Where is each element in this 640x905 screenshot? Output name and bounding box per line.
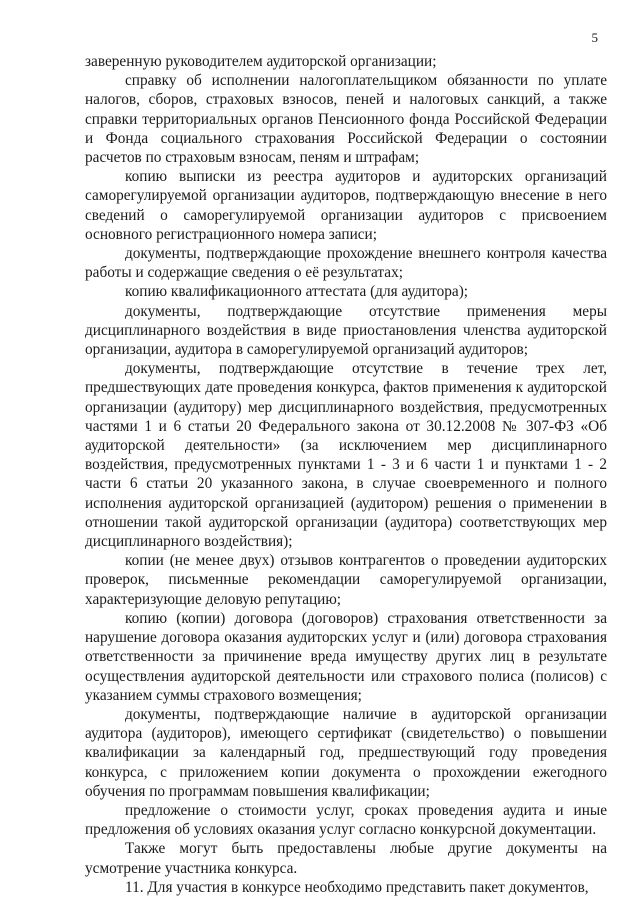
paragraph-other-documents: Также могут быть предоставлены любые другие документы на усмотрение участника конкурса. <box>85 840 607 877</box>
paragraph-registry-extract: копию выписки из реестра аудиторов и аудиторских организаций саморегулируемой организации аудиторов, подтверждающую внесение в него сведений о саморегулируемой организации аудиторов с присвоением основного регистрационного номера записи; <box>85 168 607 243</box>
paragraph-tax-certificate: справку об исполнении налогоплательщиком обязанности по уплате налогов, сборов, страховых взносов, пеней и налоговых санкций, а также справки территориальных органов Пенсионного фонда Российской Федерации и Фонда социального страхования Российской Федерации о состоянии расчетов по страховым взносам, пеням и штрафам; <box>85 72 607 167</box>
paragraph-qualification-certificate: копию квалификационного аттестата (для аудитора); <box>125 283 469 301</box>
paragraph-price-offer: предложение о стоимости услуг, сроках проведения аудита и иные предложения об условиях оказания услуг согласно конкурсной документации. <box>85 801 607 839</box>
paragraph-references: копии (не менее двух) отзывов контрагентов о проведении аудиторских проверок, письменные рекомендации саморегулируемой организации, характеризующие деловую репутацию; <box>85 552 607 608</box>
paragraph-no-suspension: документы, подтверждающие отсутствие применения меры дисциплинарного воздействия в виде приостановления членства аудиторской организации, аудитора в саморегулируемой организаций аудиторов; <box>85 302 607 359</box>
paragraph-no-disciplinary-measures: документы, подтверждающие отсутствие в течение трех лет, предшествующих дате проведения конкурса, фактов применения к аудиторской организации (аудитору) мер дисциплинарного воздействия, предусмотренных частями 1 и 6 статьи 20 Федерального закона от 30.12.2008 № 307-ФЗ «Об аудиторской деятельности» (за исключением мер дисциплинарного воздействия, предусмотренных пунктами 1 - 3 и 6 части 1 и пунктами 1 - 2 части 6 статьи 20 указанного закона, в случае своевременного и полного исполнения аудиторской организацией (аудитором) решения о применении в отношении такой аудиторской организации (аудитора) соответствующих мер дисциплинарного воздействия); <box>85 360 607 551</box>
paragraph-insurance: копию (копии) договора (договоров) страхования ответственности за нарушение договора оказания аудиторских услуг и (или) договора страхования ответственности за причинение вреда имуществу других лиц в результате осуществления аудиторской деятельности или страхового полиса (полисов) с указанием суммы страхового возмещения; <box>85 609 607 704</box>
page-number: 5 <box>591 30 598 45</box>
document-body <box>85 52 607 897</box>
paragraph-training: документы, подтверждающие наличие в аудиторской организации аудитора (аудиторов), имеющего сертификат (свидетельство) о повышении квалификации за календарный год, предшествующий году проведения конкурса, с приложением копии документа о прохождении ежегодного обучения по программам повышения квалификации; <box>85 705 607 800</box>
paragraph-quality-control: документы, подтверждающие прохождение внешнего контроля качества работы и содержащие сведения о её результатах; <box>85 245 607 282</box>
paragraph-continuation: заверенную руководителем аудиторской организации; <box>85 53 437 70</box>
paragraph-section-11: 11. Для участия в конкурсе необходимо представить пакет документов, <box>125 878 589 896</box>
